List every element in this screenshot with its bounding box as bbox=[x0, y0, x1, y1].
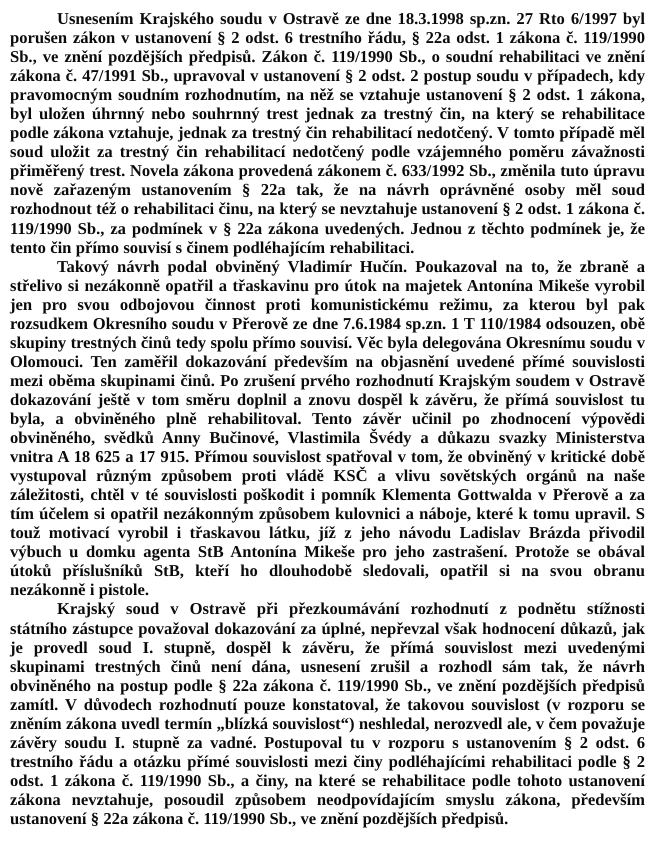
paragraph-1: Usnesením Krajského soudu v Ostravě ze dne 18.3.1998 sp.zn. 27 Rto 6/1997 byl porušen zákon v ustanovení § 2 odst. 6 trestního řádu, § 22a odst. 1 zákona č. 119/1990 Sb., ve znění pozdějších předpisů. Zákon č. 119/1990 Sb., o soudní rehabilitaci ve znění zákona č. 47/1991 Sb., upravoval v ustanovení § 2 odst. 2 postup soudu v případech, kdy pravomocným soudním rozhodnutím, na něž se vztahuje ustanovení § 2 odst. 1 zákona, byl uložen úhrnný nebo souhrnný trest jednak za trestný čin, na který se rehabilitace podle zákona vztahuje, jednak za trestný čin rehabilitací nedotčený. V tomto případě měl soud uložit za trestný čin rehabilitací nedotčený podle vzájemného poměru závažnosti přiměřený trest. Novela zákona provedená zákonem č. 633/1992 Sb., změnila tuto úpravu nově zařazeným ustanovením § 22a tak, že na návrh oprávněné osoby měl soud rozhodnout též o rehabilitaci činu, na který se nevztahuje ustanovení § 2 odst. 1 zákona č. 119/1990 Sb., za podmínek v § 22a zákona uvedených. Jednou z těchto podmínek je, že tento čin přímo souvisí s činem podléhajícím rehabilitaci. bbox=[10, 9, 645, 257]
document-text-body bbox=[10, 9, 645, 828]
paragraph-2: Takový návrh podal obviněný Vladimír Hučín. Poukazoval na to, že zbraně a střelivo si nezákonně opatřil a třaskavinu pro útok na majetek Antonína Mikeše vyrobil jen pro svou odbojovou činnost proti komunistickému režimu, za kterou byl pak rozsudkem Okresního soudu v Přerově ze dne 7.6.1984 sp.zn. 1 T 110/1984 odsouzen, obě skupiny trestných činů tedy spolu přímo souvisí. Věc byla delegována Okresnímu soudu v Olomouci. Ten zaměřil dokazování především na objasnění uvedené přímé souvislosti mezi oběma skupinami činů. Po zrušení prvého rozhodnutí Krajským soudem v Ostravě dokazování ještě v tom směru doplnil a znovu dospěl k závěru, že přímá souvislost tu byla, a obviněného plně rehabilitoval. Tento závěr učinil po zhodnocení výpovědi obviněného, svědků Anny Bučinové, Vlastimila Švédy a důkazu svazky Ministerstva vnitra A 18 625 a 17 915. Přímou souvislost spatřoval v tom, že obviněný v kritické době vystupoval různým způsobem proti vládě KSČ a vlivu sovětských orgánů na naše záležitosti, chtěl v té souvislosti poškodit i pomník Klementa Gottwalda v Přerově a za tím účelem si opatřil nezákonným způsobem kulovnici a náboje, které k tomu upravil. S touž motivací vyrobil i třaskavou látku, jíž z jeho návodu Ladislav Brázda přivodil výbuch u domku agenta StB Antonína Mikeše pro jeho zastrašení. Protože se obával útoků příslušníků StB, kteří ho dlouhodobě sledovali, opatřil si na svou obranu nezákonně i pistole. bbox=[10, 256, 645, 600]
paragraph-3: Krajský soud v Ostravě při přezkoumávání rozhodnutí z podnětu stížnosti státního zástupce považoval dokazování za úplné, nepřevzal však hodnocení důkazů, jak je provedl soud I. stupně, dospěl k závěru, že přímá souvislost mezi uvedenými skupinami trestných činů není dána, usnesení zrušil a rozhodl sám tak, že návrh obviněného na postup podle § 22a zákona č. 119/1990 Sb., ve znění pozdějších předpisů zamítl. V důvodech rozhodnutí pouze konstatoval, že takovou souvislost (v rozporu se zněním zákona uvedl termín „blízká souvislost“) neshledal, nerozvedl ale, v čem považuje závěry soudu I. stupně za vadné. Postupoval tu v rozporu s ustanovením § 2 odst. 6 trestního řádu a otázku přímé souvislosti mezi činy podléhajícími rehabilitaci podle § 2 odst. 1 zákona č. 119/1990 Sb., a činy, na které se rehabilitace podle tohoto ustanovení zákona nevztahuje, posoudil způsobem neodpovídajícím smyslu zákona, především ustanovení § 22a zákona č. 119/1990 Sb., ve znění pozdějších předpisů. bbox=[10, 599, 645, 828]
